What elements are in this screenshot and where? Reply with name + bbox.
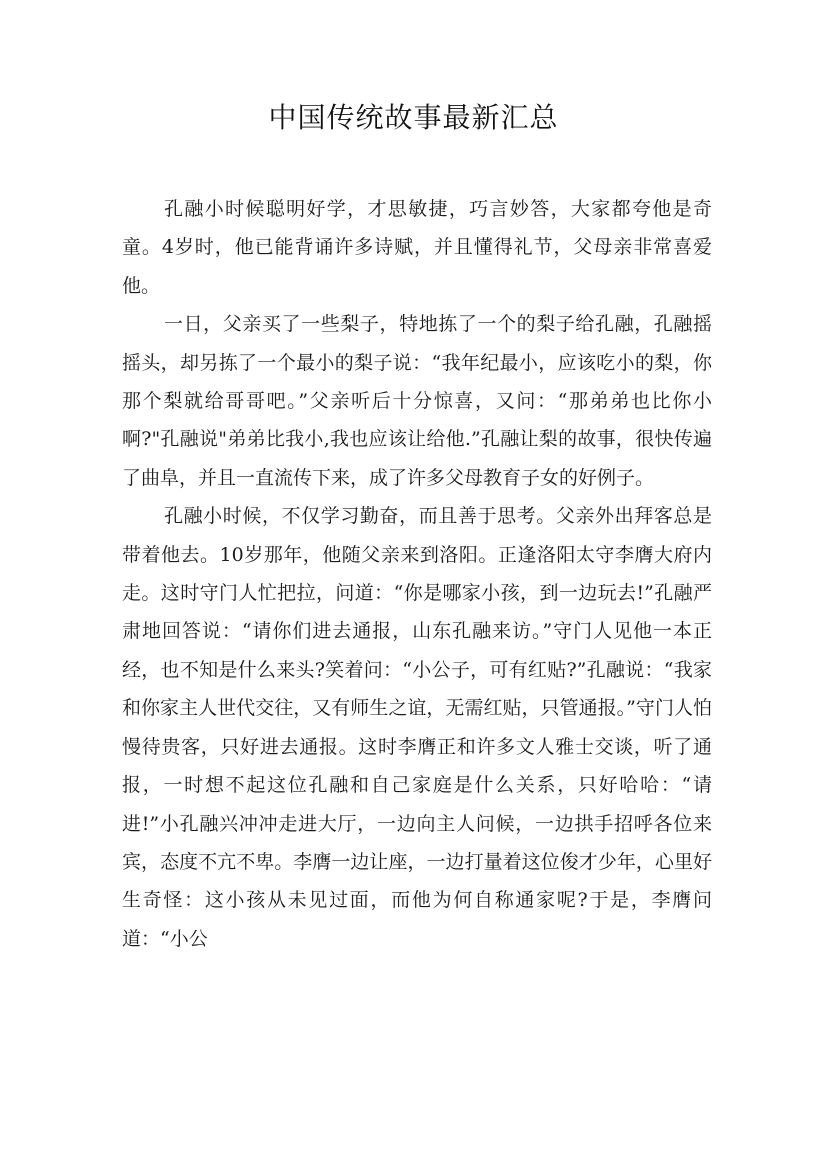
document-body	[122, 190, 712, 958]
paragraph: 孔融小时候聪明好学，才思敏捷，巧言妙答，大家都夸他是奇童。4岁时，他已能背诵许多诗赋，并且懂得礼节，父母亲非常喜爱他。	[122, 198, 712, 297]
document-title: 中国传统故事最新汇总	[268, 101, 559, 134]
paragraph: 一日，父亲买了一些梨子，特地拣了一个的梨子给孔融，孔融摇摇头，却另拣了一个最小的梨子说：“我年纪最小，应该吃小的梨，你那个梨就给哥哥吧。”父亲听后十分惊喜，又问：“那弟弟也比你小啊?"孔融说"弟弟比我小,我也应该让给他.”孔融让梨的故事，很快传遍了曲阜，并且一直流传下来，成了许多父母教育子女的好例子。	[122, 313, 712, 489]
paragraph: 孔融小时候，不仅学习勤奋，而且善于思考。父亲外出拜客总是带着他去。10岁那年，他随父亲来到洛阳。正逢洛阳太守李膺大府内走。这时守门人忙把拉，问道：“你是哪家小孩，到一边玩去!”孔融严肃地回答说：“请你们进去通报，山东孔融来访。”守门人见他一本正经，也不知是什么来头?笑着问：“小公子，可有红贴?”孔融说：“我家和你家主人世代交往，又有师生之谊，无需红贴，只管通报。”守门人怕慢待贵客，只好进去通报。这时李膺正和许多文人雅士交谈，听了通报，一时想不起这位孔融和自己家庭是什么关系，只好哈哈：“请进!”小孔融兴冲冲走进大厅，一边向主人问候，一边拱手招呼各位来宾，态度不亢不卑。李膺一边让座，一边打量着这位俊才少年，心里好生奇怪：这小孩从未见过面，而他为何自称通家呢?于是，李膺问道：“小公	[122, 505, 712, 950]
